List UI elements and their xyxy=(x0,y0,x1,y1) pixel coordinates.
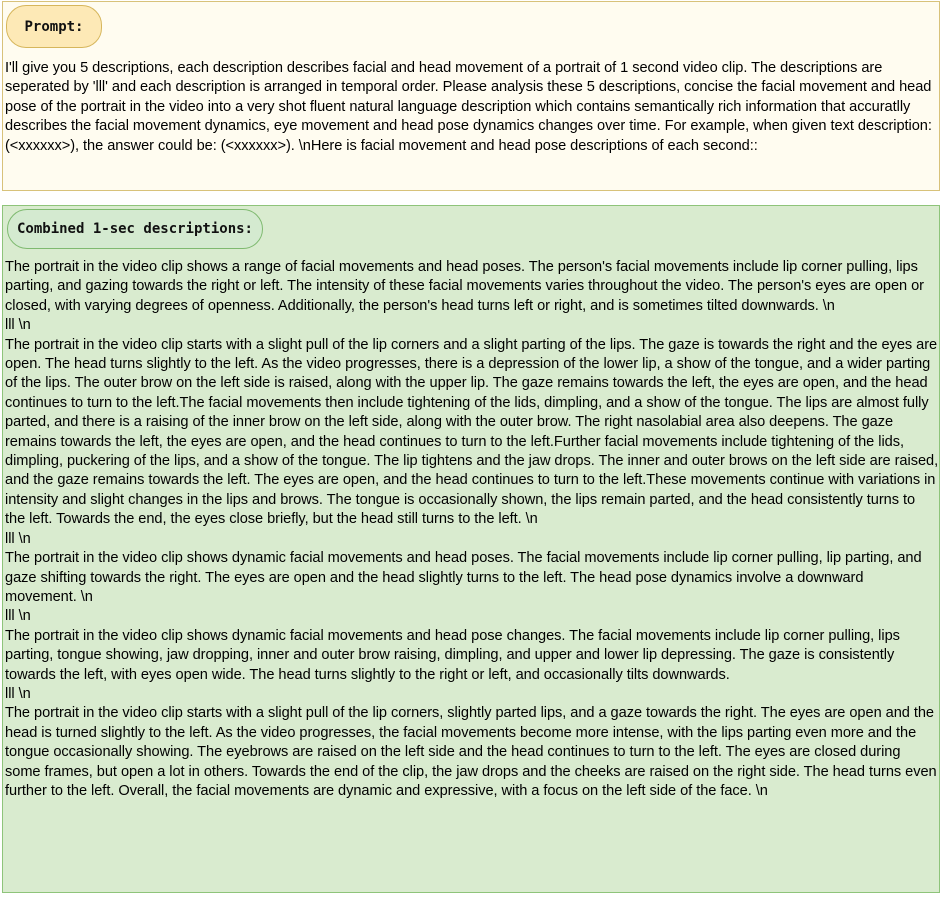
separator-line: lll \n xyxy=(5,530,31,547)
prompt-label: Prompt: xyxy=(6,5,102,48)
prompt-text: I'll give you 5 descriptions, each description describes facial and head movement of a portrait of 1 second video clip. The descriptions are seperated by 'lll' and each description is arranged in temporal order. Please analysis these 5 descriptions, concise the facial movement and head pose of the portrait in the video into a very shot fluent natural language description which contains semantically rich information that accuratlly describes the facial movement dynamics, eye movement and head pose dynamics changes over time. For example, when given text description: (<xxxxxx>), the answer could be: (<xxxxxx>). \nHere is facial movement and head pose descriptions of each second:: xyxy=(5,60,932,154)
separator-line: lll \n xyxy=(5,685,31,702)
description-paragraph: The portrait in the video clip shows dynamic facial movements and head pose changes. The facial movements include lip corner pulling, lips parting, tongue showing, jaw dropping, inner and outer brow raising, dimpling, and upper and lower lip depressing. The gaze is consistently towards the left, with eyes open wide. The head turns slightly to the right or left, and occasionally tilts downwards. xyxy=(5,627,900,683)
description-paragraph: The portrait in the video clip starts with a slight pull of the lip corners and a slight parting of the lips. The gaze is towards the right and the eyes are open. The head turns slightly to the left. As the video progresses, there is a depression of the lower lip, a show of the tongue, and a wider parting of the lips. The outer brow on the left side is raised, along with the upper lip. The gaze remains towards the left, the eyes are open, and the head continues to turn to the left.The facial movements then include tightening of the lids, dimpling, and a show of the tongue. The lips are almost fully parted, and there is a raising of the inner brow on the left side, along with the outer brow. The right nasolabial area also deepens. The gaze remains towards the left, the eyes are open, and the head continues to turn to the left.Further facial movements include tightening of the lids, dimpling, puckering of the lips, and a show of the tongue. The lip tightens and the jaw drops. The inner and outer brows on the left side are raised, and the gaze remains towards the left. The eyes are open, and the head continues to turn to the left.These movements continue with variations in intensity and slight changes in the lips and brows. The tongue is occasionally shown, the lips remain parted, and the head consistently turns to the left. Towards the end, the eyes close briefly, but the head still turns to the left. \n xyxy=(5,336,939,528)
description-paragraph: The portrait in the video clip shows dynamic facial movements and head poses. The facial movements include lip corner pulling, lip parting, and gaze shifting towards the right. The eyes are open and the head slightly turns to the left. The head pose dynamics involve a downward movement. \n xyxy=(5,550,922,605)
description-paragraph: The portrait in the video clip starts with a slight pull of the lip corners, slightly parted lips, and a gaze towards the right. The eyes are open and the head is turned slightly to the left. As the video progresses, the facial movements become more intense, with the lips parting even more and the tongue occasionally showing. The eyebrows are raised on the left side and the head continues to turn to the left. The eyes are closed during some frames, but open a lot in others. Towards the end of the clip, the jaw drops and the cheeks are raised on the right side. The head turns even further to the left. Overall, the facial movements are dynamic and expressive, with a focus on the left side of the face. \n xyxy=(5,705,937,799)
description-paragraph: The portrait in the video clip shows a range of facial movements and head poses. The person's facial movements include lip corner pulling, lips parting, and gazing towards the right or left. The intensity of these facial movements varies throughout the video. The person's eyes are open or closed, with varying degrees of openness. Additionally, the person's head turns left or right, and is sometimes tilted downwards. \n xyxy=(5,259,924,314)
prompt-panel xyxy=(2,1,940,191)
combined-descriptions-text xyxy=(5,258,939,801)
separator-line: lll \n xyxy=(5,608,31,625)
combined-descriptions-panel xyxy=(2,205,940,893)
combined-descriptions-label: Combined 1-sec descriptions: xyxy=(7,209,263,249)
separator-line: lll \n xyxy=(5,317,31,334)
